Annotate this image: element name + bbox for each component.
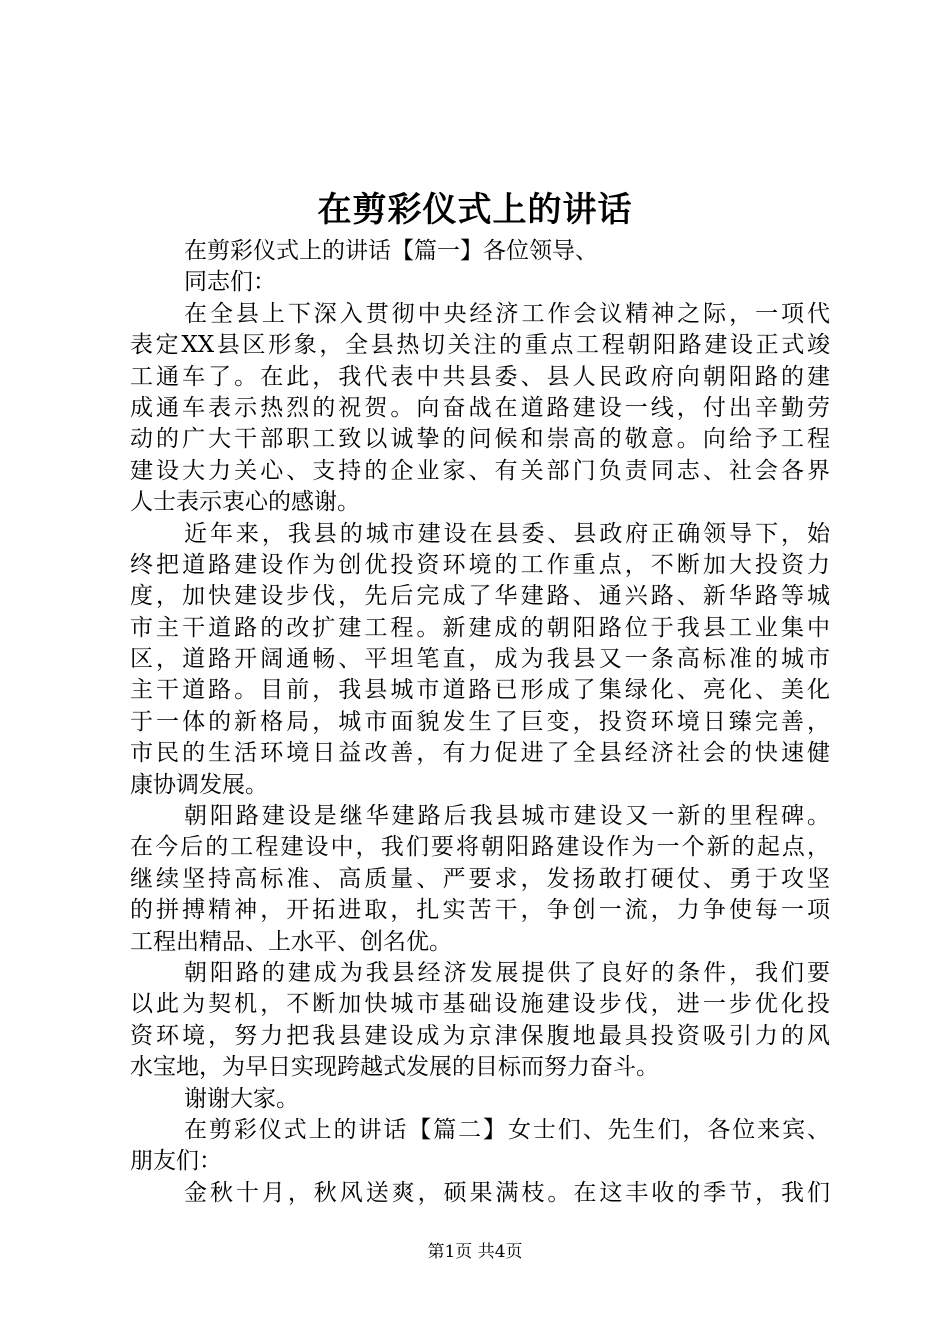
document-body: [130, 236, 830, 1209]
text-line: 建设大力关心、支持的企业家、有关部门负责同志、社会各界: [130, 457, 830, 484]
page-footer: 第1页 共4页: [427, 1242, 523, 1262]
text-line: 在全县上下深入贯彻中央经济工作会议精神之际，一项代: [184, 300, 830, 327]
text-line: 资环境，努力把我县建设成为京津保腹地最具投资吸引力的风: [130, 1022, 830, 1049]
text-line: 主干道路。目前，我县城市道路已形成了集绿化、亮化、美化: [130, 677, 830, 704]
text-line: 度，加快建设步伐，先后完成了华建路、通兴路、新华路等城: [130, 583, 830, 610]
text-line: 以此为契机，不断加快城市基础设施建设步伐，进一步优化投: [130, 991, 830, 1018]
text-line: 谢谢大家。: [184, 1085, 299, 1112]
text-line: 朝阳路的建成为我县经济发展提供了良好的条件，我们要: [184, 959, 830, 986]
text-line: 动的广大干部职工致以诚挚的问候和崇高的敬意。向给予工程: [130, 426, 830, 453]
text-line: 的拼搏精神，开拓进取，扎实苦干，争创一流，力争使每一项: [130, 897, 830, 924]
text-line: 康协调发展。: [130, 771, 268, 798]
text-line: 工程出精品、上水平、创名优。: [130, 928, 452, 955]
text-line: 继续坚持高标准、高质量、严要求，发扬敢打硬仗、勇于攻坚: [130, 865, 830, 892]
text-line: 表定XX县区形象，全县热切关注的重点工程朝阳路建设正式竣: [130, 332, 830, 359]
text-line: 在剪彩仪式上的讲话【篇二】女士们、先生们，各位来宾、: [184, 1116, 830, 1143]
text-line: 成通车表示热烈的祝贺。向奋战在道路建设一线，付出辛勤劳: [130, 394, 830, 421]
text-line: 金秋十月，秋风送爽，硕果满枝。在这丰收的季节，我们: [184, 1179, 830, 1206]
text-line: 在今后的工程建设中，我们要将朝阳路建设作为一个新的起点，: [130, 834, 830, 861]
text-line: 工通车了。在此，我代表中共县委、县人民政府向朝阳路的建: [130, 363, 830, 390]
text-line: 水宝地，为早日实现跨越式发展的目标而努力奋斗。: [130, 1054, 659, 1081]
text-line: 朋友们：: [130, 1148, 222, 1175]
text-line: 同志们：: [184, 269, 276, 296]
text-line: 终把道路建设作为创优投资环境的工作重点，不断加大投资力: [130, 551, 830, 578]
text-line: 于一体的新格局，城市面貌发生了巨变，投资环境日臻完善，: [130, 708, 830, 735]
document-title: 在剪彩仪式上的讲话: [317, 190, 633, 230]
text-line: 区，道路开阔通畅、平坦笔直，成为我县又一条高标准的城市: [130, 646, 830, 673]
text-line: 市民的生活环境日益改善，有力促进了全县经济社会的快速健: [130, 740, 830, 767]
text-line: 在剪彩仪式上的讲话【篇一】各位领导、: [184, 238, 598, 264]
text-line: 近年来，我县的城市建设在县委、县政府正确领导下，始: [184, 520, 830, 547]
text-line: 市主干道路的改扩建工程。新建成的朝阳路位于我县工业集中: [130, 614, 830, 641]
text-line: 朝阳路建设是继华建路后我县城市建设又一新的里程碑。: [184, 803, 830, 830]
text-line: 人士表示衷心的感谢。: [130, 489, 360, 516]
